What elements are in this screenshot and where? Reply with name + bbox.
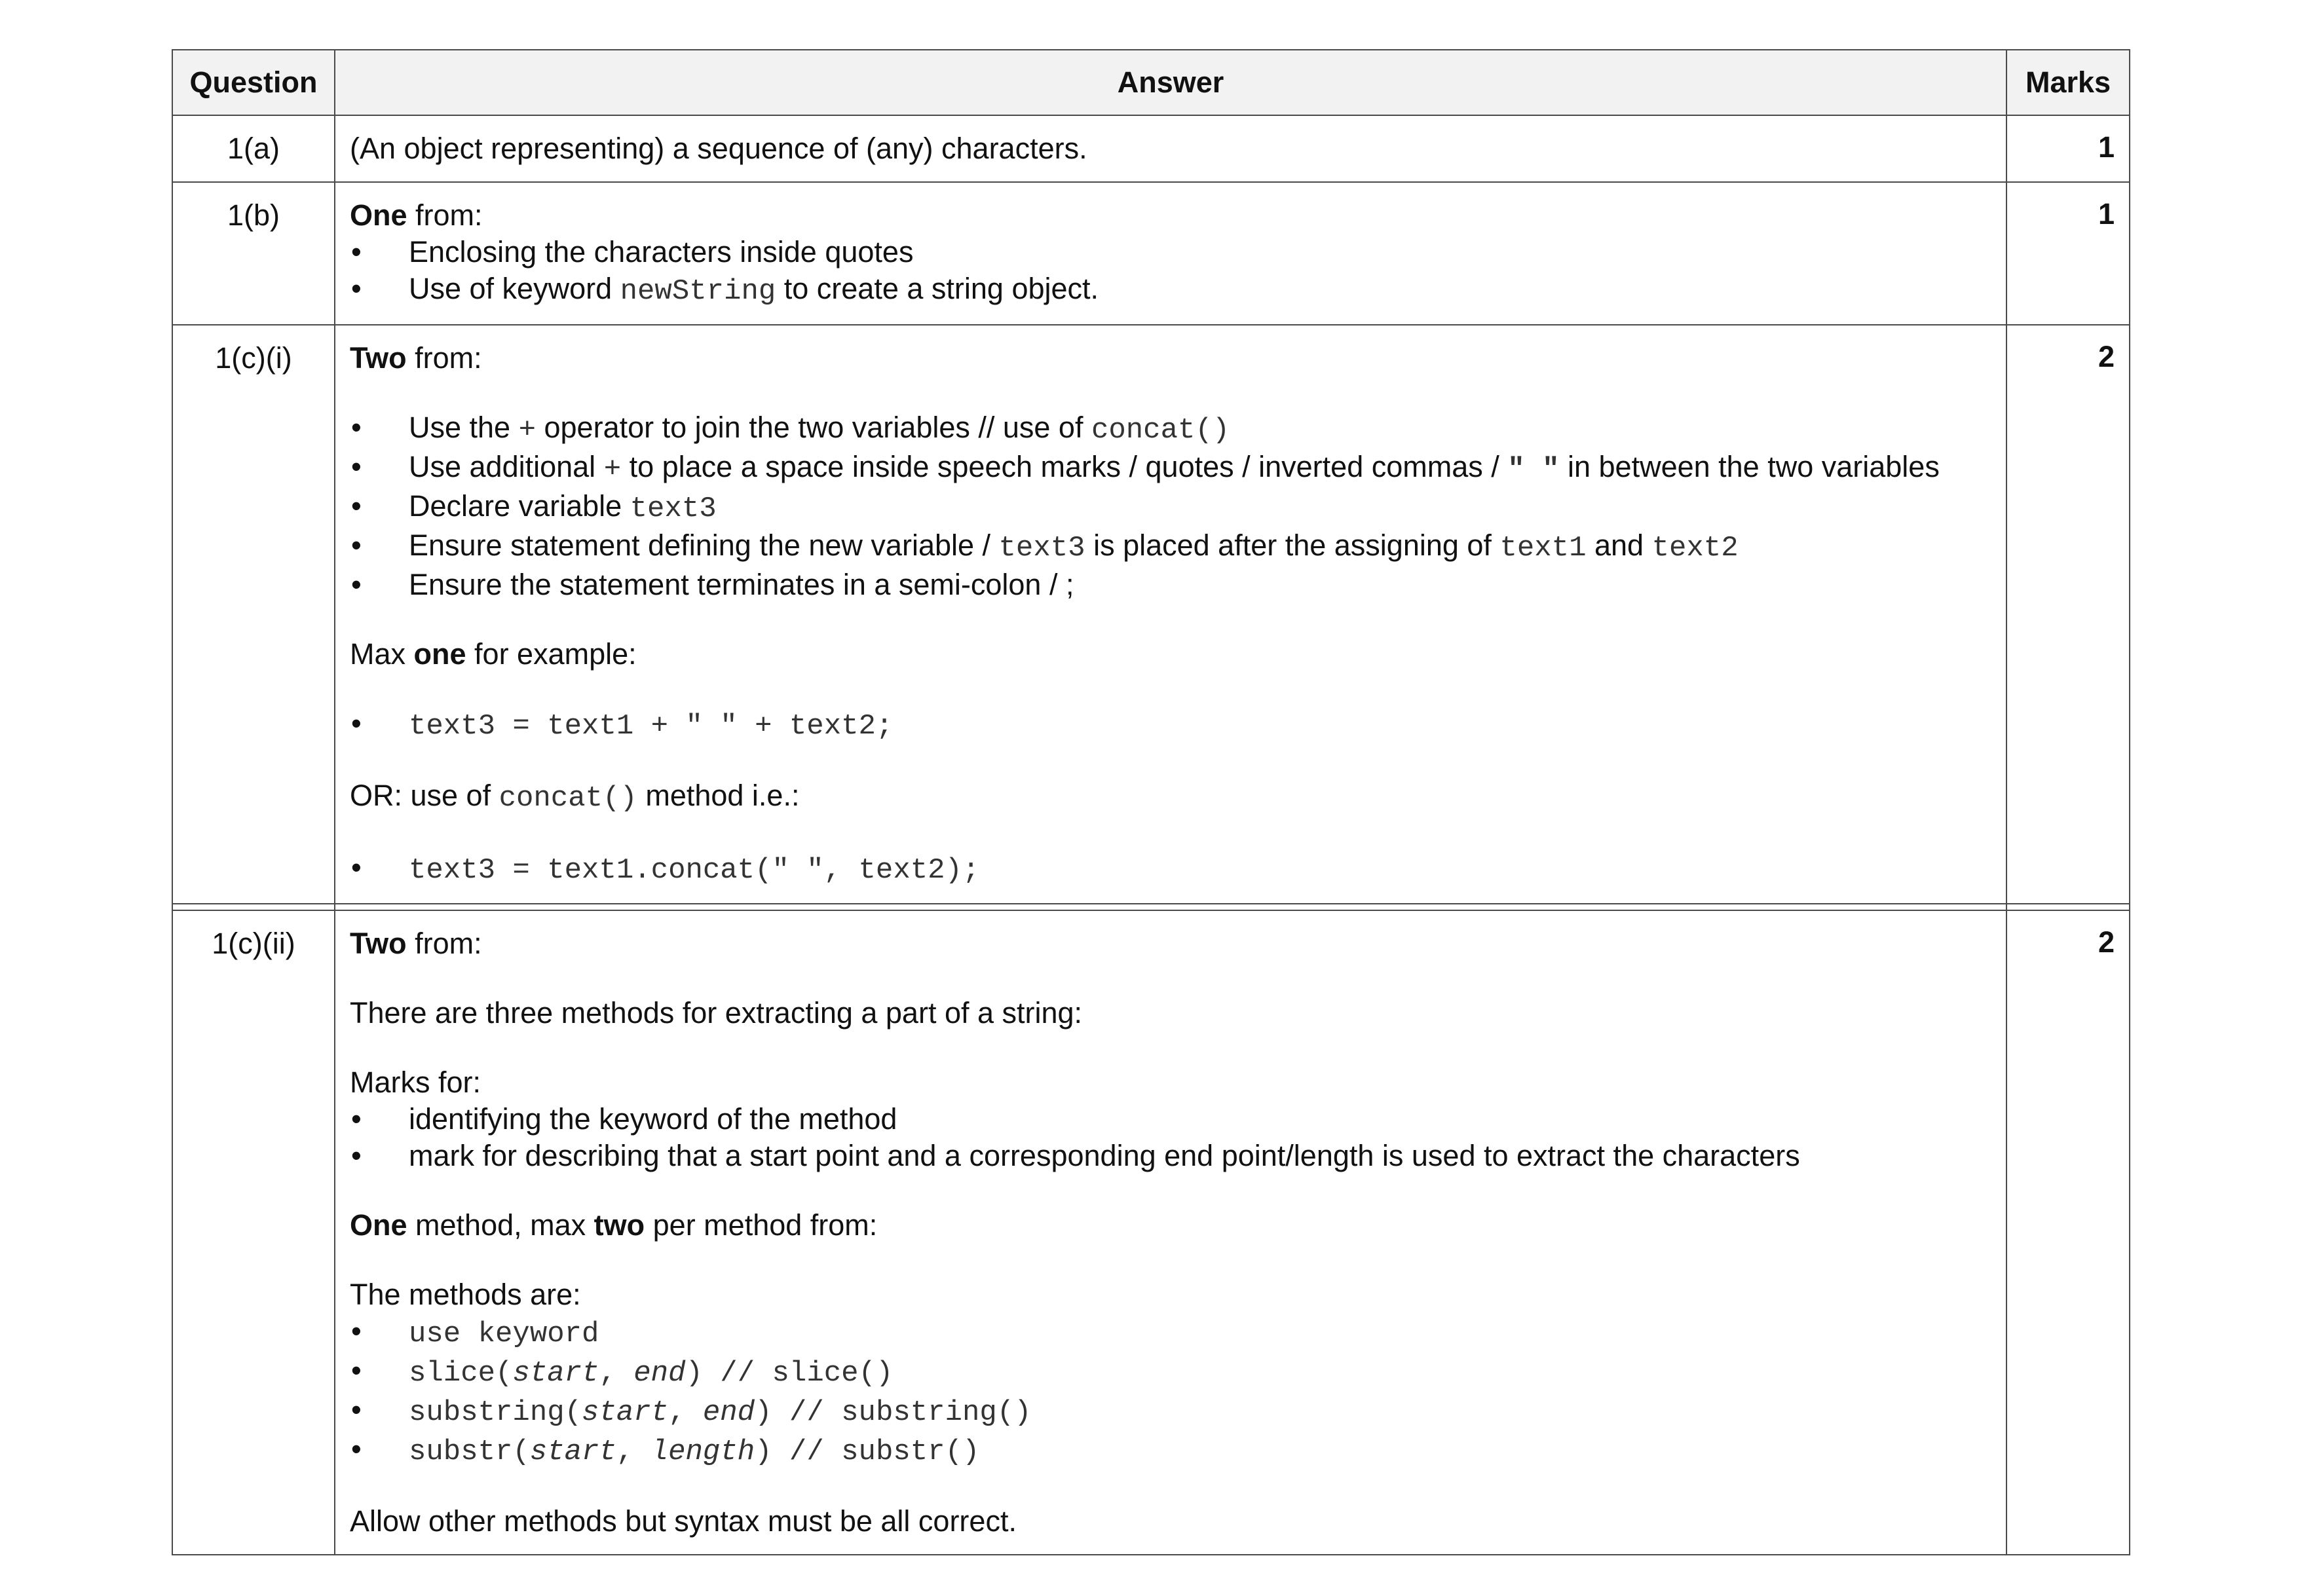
list-item	[350, 1101, 1991, 1138]
item-text: in between the two variables	[1559, 450, 1940, 483]
lead-bold: two	[593, 1208, 645, 1242]
code-text: text3 = text1.concat(" ", text2);	[409, 854, 980, 887]
list-item	[350, 234, 1991, 270]
lead-rest: from:	[406, 927, 482, 960]
lead-bold: Two	[350, 341, 407, 375]
item-text: is placed after the assigning of	[1085, 529, 1500, 562]
marks-value: 2	[2006, 910, 2130, 1555]
code-text: text3	[998, 532, 1085, 565]
code-arg: start	[529, 1436, 616, 1468]
code-part: ,	[616, 1436, 651, 1468]
code-part: substring(	[409, 1396, 582, 1429]
table-row	[172, 910, 2130, 1555]
answer-text: (An object representing) a sequence of (any) characters.	[350, 132, 1087, 165]
code-text: " "	[1507, 453, 1560, 486]
list-item	[350, 527, 1991, 566]
code-text	[409, 1396, 1032, 1429]
code-text: +	[518, 414, 536, 447]
item-text: and	[1586, 529, 1652, 562]
lead-bold: One	[350, 1208, 407, 1242]
table-row	[172, 182, 2130, 325]
mark-scheme-table	[172, 49, 2130, 1555]
row-divider	[172, 904, 2130, 910]
list-item	[350, 566, 1991, 603]
header-row	[172, 50, 2130, 115]
answer-cell	[335, 325, 2006, 904]
paragraph: Marks for:	[350, 1066, 481, 1099]
max-line	[350, 636, 1991, 673]
code-text: concat()	[1091, 414, 1230, 447]
item-text: Use the	[409, 411, 519, 444]
lead-bold: One	[350, 198, 407, 232]
code-part: ,	[668, 1396, 703, 1429]
or-line	[350, 777, 1991, 817]
item-text: Ensure the statement terminates in a semi-colon / ;	[409, 568, 1074, 601]
paragraph: There are three methods for extracting a part of a string:	[350, 996, 1083, 1030]
list-item	[350, 1352, 1991, 1392]
code-part: substr(	[409, 1436, 530, 1468]
code-arg: start	[582, 1396, 669, 1429]
item-text: Use additional	[409, 450, 604, 483]
code-text	[409, 1436, 979, 1468]
lead-rest: from:	[407, 198, 483, 232]
bullet-list	[350, 409, 1991, 603]
code-part: ,	[599, 1357, 634, 1390]
list-item	[350, 449, 1991, 488]
code-text: text2	[1651, 532, 1739, 565]
code-part: ) // slice()	[685, 1357, 894, 1390]
answer-cell	[335, 910, 2006, 1555]
item-text: to create a string object.	[776, 272, 1099, 305]
answer-lead	[350, 925, 1991, 962]
answer-lead	[350, 197, 1991, 234]
item-text: OR: use of	[350, 779, 499, 812]
code-part: slice(	[409, 1357, 513, 1390]
lead-bold: one	[413, 637, 466, 671]
code-text: text3	[630, 492, 717, 525]
table-row	[172, 115, 2130, 182]
paragraph	[350, 1207, 1991, 1244]
header-marks: Marks	[2006, 50, 2130, 115]
list-item	[350, 409, 1991, 449]
paragraph: The methods are:	[350, 1278, 581, 1311]
item-text: to place a space inside speech marks / quotes / inverted commas /	[621, 450, 1508, 483]
question-number: 1(c)(ii)	[172, 910, 335, 1555]
marks-value: 1	[2006, 182, 2130, 325]
bullet-list	[350, 1313, 1991, 1470]
bullet-list	[350, 1101, 1991, 1174]
item-text: identifying the keyword of the method	[409, 1102, 897, 1136]
paragraph: Allow other methods but syntax must be all correct.	[350, 1504, 1017, 1538]
lead-rest: from:	[406, 341, 482, 375]
answer-cell	[335, 115, 2006, 182]
code-text: +	[603, 453, 622, 486]
item-text: method i.e.:	[637, 779, 800, 812]
list-item	[350, 1313, 1991, 1352]
list-item	[350, 849, 1991, 889]
code-arg: length	[650, 1436, 755, 1468]
list-item	[350, 1431, 1991, 1470]
item-text: Ensure statement defining the new variable /	[409, 529, 999, 562]
code-text: text1	[1499, 532, 1587, 565]
header-answer: Answer	[335, 50, 2006, 115]
table-row	[172, 325, 2130, 904]
bullet-list	[350, 849, 1991, 889]
item-text: mark for describing that a start point and a corresponding end point/length is used to extract the characters	[409, 1139, 1800, 1172]
answer-lead	[350, 340, 1991, 377]
item-text: for example:	[466, 637, 637, 671]
code-arg: end	[702, 1396, 755, 1429]
code-text: text3 = text1 + " " + text2;	[409, 710, 894, 743]
item-text: Declare variable	[409, 489, 630, 523]
answer-cell	[335, 182, 2006, 325]
code-part: ) // substr()	[755, 1436, 980, 1468]
bullet-list	[350, 705, 1991, 745]
question-number: 1(b)	[172, 182, 335, 325]
item-text: per method from:	[645, 1208, 878, 1242]
item-text: Use of keyword	[409, 272, 620, 305]
item-text: method, max	[407, 1208, 594, 1242]
code-text: concat()	[499, 782, 637, 815]
item-text: operator to join the two variables // use of	[536, 411, 1091, 444]
marks-value: 1	[2006, 115, 2130, 182]
bullet-list	[350, 234, 1991, 310]
code-arg: end	[633, 1357, 686, 1390]
list-item	[350, 705, 1991, 745]
code-text: use keyword	[409, 1318, 599, 1350]
mark-scheme-page	[172, 49, 2130, 1555]
list-item	[350, 488, 1991, 527]
code-part: ) // substring()	[755, 1396, 1032, 1429]
item-text: Max	[350, 637, 414, 671]
question-number: 1(a)	[172, 115, 335, 182]
code-text: newString	[620, 275, 776, 308]
header-question: Question	[172, 50, 335, 115]
marks-value: 2	[2006, 325, 2130, 904]
item-text: Enclosing the characters inside quotes	[409, 235, 914, 269]
list-item	[350, 1138, 1991, 1174]
code-text	[409, 1357, 893, 1390]
question-number: 1(c)(i)	[172, 325, 335, 904]
list-item	[350, 1392, 1991, 1431]
list-item	[350, 270, 1991, 310]
lead-bold: Two	[350, 927, 407, 960]
code-arg: start	[512, 1357, 599, 1390]
